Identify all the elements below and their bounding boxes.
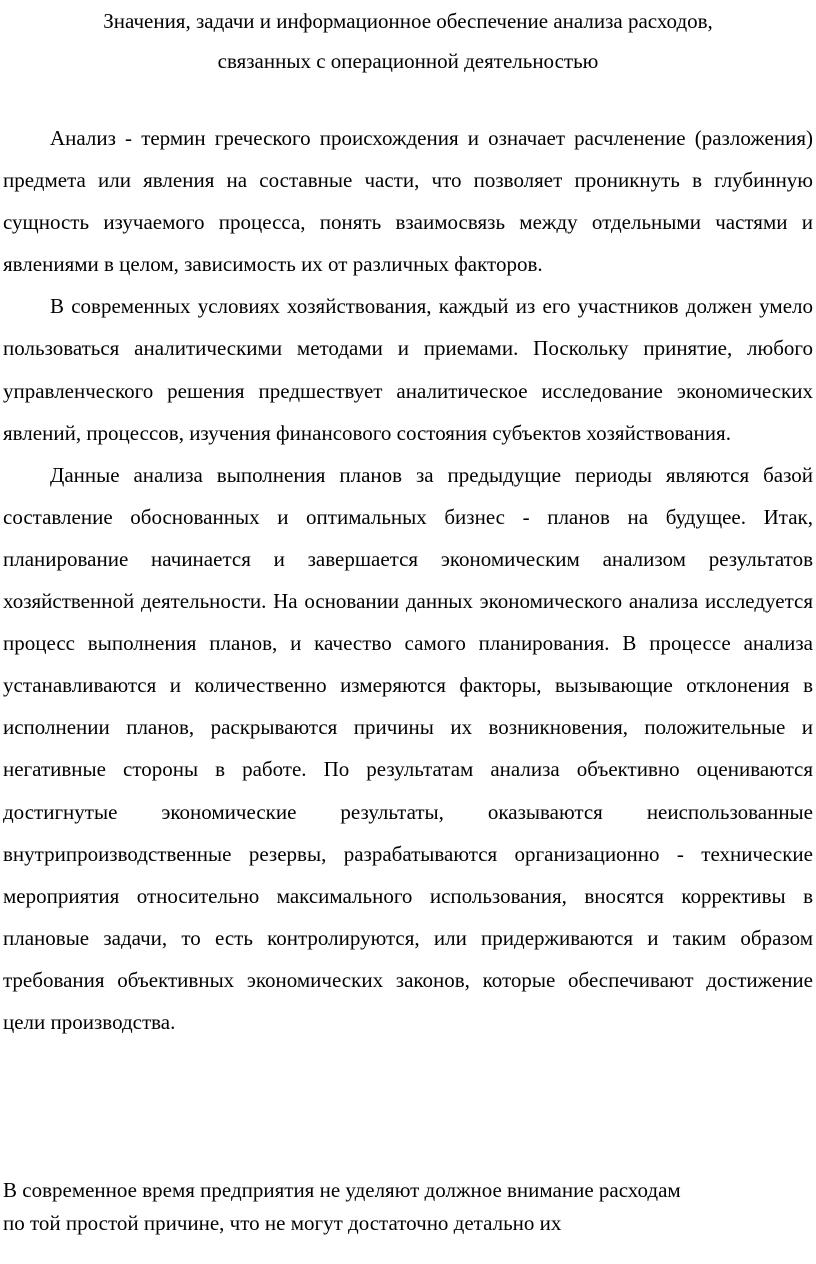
paragraph-analysis-definition: Анализ - термин греческого происхождения и означает расчленение (разложения) предмета или явления на составные части, что позволяет проникнуть в глубинную сущность изучаемого процесса, понять взаимосвязь между отдельными частями и явлениями в целом, зависимость их от различных факторов. bbox=[3, 126, 813, 277]
title-line-2: связанных с операционной деятельностью bbox=[217, 49, 599, 73]
paragraph-expenses bbox=[3, 1174, 803, 1240]
document-body bbox=[3, 117, 813, 1043]
document-title bbox=[0, 0, 816, 81]
expenses-line-1: В современное время предприятия не уделяют должное внимание расходам bbox=[3, 1178, 681, 1202]
expenses-line-2: по той простой причине, что не могут достаточно детально их bbox=[3, 1211, 562, 1235]
paragraph-modern-conditions: В современных условиях хозяйствования, каждый из его участников должен умело пользоваться аналитическими методами и приемами. Поскольку принятие, любого управленческого решения предшествует аналитическое исследование экономических явлений, процессов, изучения финансового состояния субъектов хозяйствования. bbox=[3, 294, 813, 445]
title-line-1: Значения, задачи и информационное обеспечение анализа расходов, bbox=[103, 9, 713, 33]
paragraph-plan-analysis: Данные анализа выполнения планов за предыдущие периоды являются базой составление обоснованных и оптимальных бизнес - планов на будущее. Итак, планирование начинается и завершается экономическим анализом результатов хозяйственной деятельности. На основании данных экономического анализа исследуется процесс выполнения планов, и качество самого планирования. В процессе анализа устанавливаются и количественно измеряются факторы, вызывающие отклонения в исполнении планов, раскрываются причины их возникновения, положительные и негативные стороны в работе. По результатам анализа объективно оцениваются достигнутые экономические результаты, оказываются неиспользованные внутрипроизводственные резервы, разрабатываются организационно - технические мероприятия относительно максимального использования, вносятся коррективы в плановые задачи, то есть контролируются, или придерживаются и таким образом требования объективных экономических законов, которые обеспечивают достижение цели производства. bbox=[3, 462, 813, 1034]
